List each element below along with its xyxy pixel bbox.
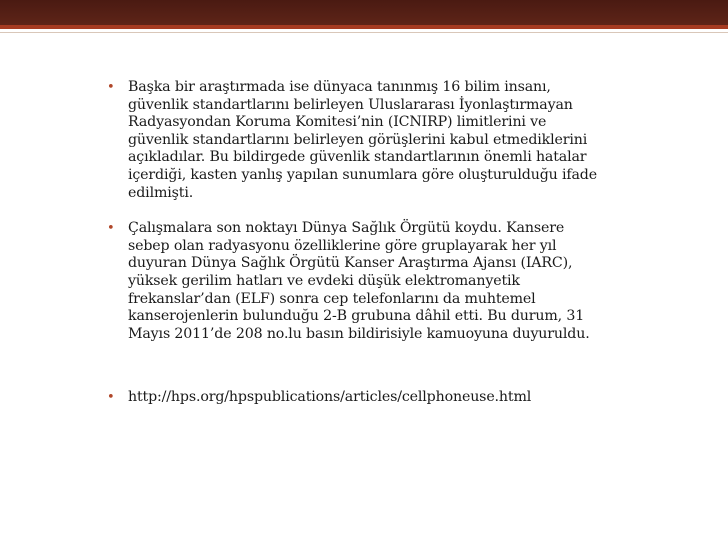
bullet-item-2 (104, 220, 604, 343)
bullet-item-1 (104, 79, 604, 202)
bullet-marker: • (107, 390, 115, 406)
slide-content (104, 79, 604, 407)
bullet-text: Başka bir araştırmada ise dünyaca tanınmış 16 bilim insanı, güvenlik standartlarını belirleyen Uluslararası İyonlaştırmayan Radyasyondan Koruma Komitesi’nin (ICNIRP) limitlerini ve güvenlik standartlarını belirleyen görüşlerini kabul etmediklerini açıkladılar. Bu bildirgede güvenlik standartlarının önemli hatalar içerdiği, kasten yanlış yapılan sunumlara göre oluşturulduğu ifade edilmişti. (128, 79, 597, 201)
bullet-marker: • (107, 80, 115, 95)
slide-header-bar (0, 0, 728, 29)
bullet-item-3 (104, 389, 604, 407)
header-divider (0, 32, 728, 33)
bullet-marker: • (107, 221, 115, 237)
header-dark-band (0, 0, 728, 25)
header-accent-band (0, 25, 728, 29)
bullet-link-text: http://hps.org/hpspublications/articles/cellphoneuse.html (128, 389, 532, 406)
bullet-text: Çalışmalara son noktayı Dünya Sağlık Örgütü koydu. Kansere sebep olan radyasyonu özelliklerine göre gruplayarak her yıl duyuran Dünya Sağlık Örgütü Kanser Araştırma Ajansı (IARC), yüksek gerilim hatları ve evdeki düşük elektromanyetik frekanslar’dan (ELF) sonra cep telefonlarını da muhtemel kanserojenlerin bulunduğu 2-B grubuna dâhil etti. Bu durum, 31 Mayıs 2011’de 208 no.lu basın bildirisiyle kamuoyuna duyuruldu. (128, 220, 590, 342)
